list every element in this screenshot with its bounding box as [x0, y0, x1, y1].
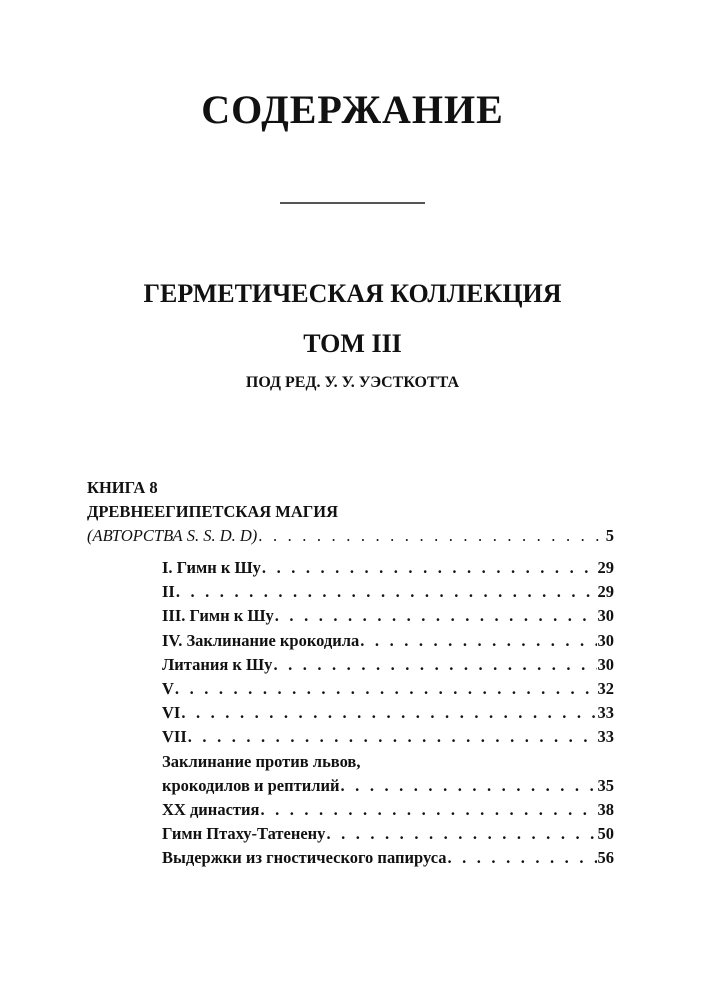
entry-label: III. Гимн к Шу: [162, 606, 274, 626]
toc-entry[interactable]: [162, 701, 614, 725]
toc-entry[interactable]: [162, 798, 614, 822]
page-number: 29: [597, 558, 614, 577]
entry-label-line1: Заклинание против львов,: [162, 751, 361, 771]
dot-leader: [447, 846, 596, 870]
entry-label: VI: [162, 703, 181, 723]
page-number: 5: [605, 526, 614, 545]
toc-entry[interactable]: [162, 774, 614, 798]
page-number: 33: [597, 703, 614, 723]
entry-label: V: [162, 679, 174, 699]
page-number: 50: [597, 824, 614, 844]
entry-label: II: [162, 582, 175, 602]
book-author: (АВТОРСТВА S. S. D. D): [87, 526, 258, 545]
toc-entry[interactable]: [162, 822, 614, 846]
toc-entry[interactable]: [162, 580, 614, 604]
toc-entry[interactable]: [162, 677, 614, 701]
editor-line: ПОД РЕД. У. У. УЭСТКОТТА: [245, 374, 460, 391]
entry-label: I. Гимн к Шу: [162, 558, 261, 577]
page-number: 30: [597, 606, 614, 626]
collection-title: ГЕРМЕТИЧЕСКАЯ КОЛЛЕКЦИЯ: [143, 279, 562, 308]
dot-leader: [188, 725, 597, 749]
entry-label: VII: [162, 727, 187, 747]
volume-title: ТОМ III: [303, 329, 402, 358]
page-number: 30: [597, 654, 614, 674]
dot-leader: [258, 524, 604, 548]
page-number: 38: [597, 800, 614, 820]
toc-entry[interactable]: [162, 653, 614, 677]
entry-label: Литания к Шу: [162, 654, 273, 674]
dot-leader: [262, 556, 597, 580]
page-title: СОДЕРЖАНИЕ: [201, 87, 504, 132]
dot-leader: [260, 798, 596, 822]
toc-entry[interactable]: [162, 556, 614, 580]
toc-entry[interactable]: [162, 604, 614, 628]
toc-entry[interactable]: [162, 725, 614, 749]
toc-entries: [162, 556, 614, 871]
entry-label: Выдержки из гностического папируса: [162, 848, 447, 868]
entry-label: XX династия: [162, 800, 260, 820]
page-number: 29: [597, 582, 614, 602]
dot-leader: [176, 580, 597, 604]
page-number: 33: [597, 727, 614, 747]
dot-leader: [181, 701, 596, 725]
book-section: [87, 476, 614, 548]
dot-leader: [273, 653, 596, 677]
dot-leader: [175, 677, 597, 701]
toc-entry-book[interactable]: [87, 524, 614, 548]
dot-leader: [275, 604, 597, 628]
toc-entry[interactable]: [162, 629, 614, 653]
divider-rule: [280, 202, 425, 204]
entry-label: IV. Заклинание крокодила: [162, 630, 360, 650]
book-title: ДРЕВНЕЕГИПЕТСКАЯ МАГИЯ: [87, 502, 339, 521]
page-number: 35: [597, 775, 614, 795]
entry-label: Гимн Птаху-Татенену: [162, 824, 326, 844]
dot-leader: [360, 629, 596, 653]
page-number: 56: [597, 848, 614, 868]
dot-leader: [326, 822, 596, 846]
book-number: КНИГА 8: [87, 478, 158, 497]
dot-leader: [341, 774, 597, 798]
page-number: 32: [597, 679, 614, 699]
toc-entry[interactable]: [162, 846, 614, 870]
entry-label: крокодилов и рептилий: [162, 775, 340, 795]
page-number: 30: [597, 630, 614, 650]
